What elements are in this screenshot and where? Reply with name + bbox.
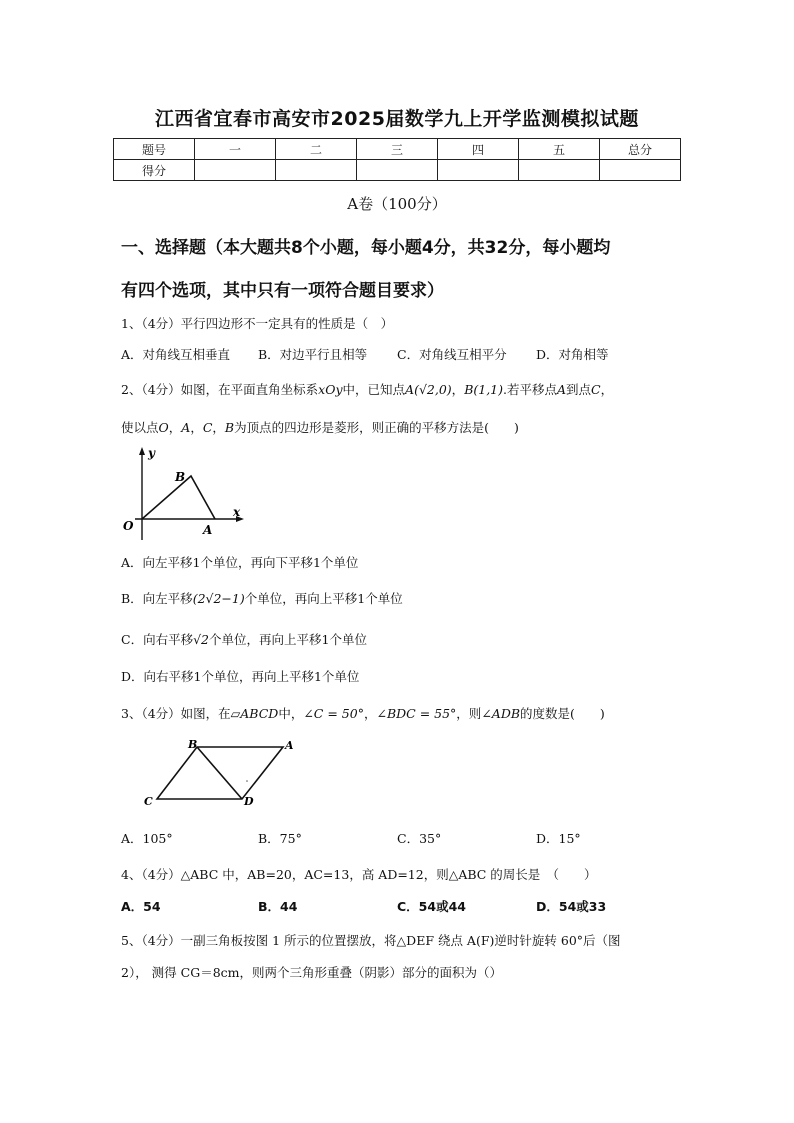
section-heading-line1: 一、选择题（本大题共8个小题，每小题4分，共32分，每小题均 [121,238,611,258]
q2-option-b-expr: (2√2−1) [192,591,245,606]
q2-point-a: A(√2,0) [405,382,452,397]
q2-var-o: O [158,420,169,435]
q3-option-c: C．35° [397,831,442,846]
q2-label-y: y [148,446,155,460]
section-heading-line2: 有四个选项，其中只有一项符合题目要求） [121,281,444,301]
q2-text: ， [451,382,465,397]
q2-stem-line1 [121,380,613,398]
q2-text: ， [190,420,203,435]
score-cell[interactable] [195,160,276,181]
q2-option-c [121,630,367,648]
score-cell[interactable] [519,160,600,181]
q2-stem-line2 [121,418,519,436]
q3-text: 3、（4分）如图，在 [121,706,231,721]
q2-text: ， [168,420,182,435]
q1-option-c: C．对角线互相平分 [397,347,507,362]
q1-option-a: A．对角线互相垂直 [121,347,231,362]
q1-option-b: B．对边平行且相等 [258,347,368,362]
q4-option-c: C．54或44 [397,899,466,914]
q2-text: 到点 [566,382,592,397]
q2-label-b: B [175,470,186,484]
q2-text: .若平移点 [503,382,557,397]
q2-label-a: A [203,523,213,537]
q3-option-b: B．75° [258,831,302,846]
q4-stem: 4、（4分）△ABC 中，AB=20，AC=13，高 AD=12，则△ABC 的周长是 （ ） [121,867,597,882]
q4-option-d: D．54或33 [536,899,607,914]
q4-option-b: B．44 [258,899,298,914]
q3-diagonal-bd [197,747,242,799]
q2-option-c-text: 个单位，再向上平移1个单位 [209,632,367,647]
q2-label-o: O [123,519,134,533]
q2-text: 使以点 [121,420,159,435]
q2-option-c-expr: √2 [193,632,209,647]
q2-text: ， [600,382,614,397]
score-header-cell: 总分 [600,139,681,160]
q3-option-a: A．105° [121,831,173,846]
q2-text: 2、（4分）如图，在平面直角坐标系 [121,382,319,397]
q2-text: 中，已知点 [342,382,406,397]
q2-y-arrow [139,447,145,455]
q3-text: 的度数是( ) [520,706,605,721]
q2-option-b-text: 个单位，再向上平移1个单位 [244,591,403,606]
exam-title: 江西省宜春市高安市2025届数学九上开学监测模拟试题 [155,108,639,130]
q5-stem-line1: 5、（4分）一副三角板按图 1 所示的位置摆放，将△DEF 绕点 A(F)逆时针旋转 60°后（图 [121,933,621,948]
q3-option-d: D．15° [536,831,581,846]
score-cell[interactable] [600,160,681,181]
score-cell[interactable] [357,160,438,181]
score-header-cell: 五 [519,139,600,160]
q2-var-a: A [557,382,567,397]
q3-figure-dot [246,780,248,782]
q1-option-d: D．对角相等 [536,347,609,362]
q5-stem-line2: 2）， 测得 CG＝8cm，则两个三角形重叠（阴影）部分的面积为（） [121,965,503,980]
q2-option-c-text: C．向右平移 [121,632,194,647]
q3-label-b: B [188,738,198,751]
q3-label-c: C [144,795,153,808]
score-table-header-row [114,139,681,160]
score-table-score-row [114,160,681,181]
q2-text: 为顶点的四边形是菱形，则正确的平移方法是( ) [234,420,519,435]
q3-stem [121,704,605,722]
score-header-cell: 题号 [114,139,195,160]
score-header-cell: 二 [276,139,357,160]
score-header-cell: 三 [357,139,438,160]
q2-label-x: x [233,505,241,519]
score-cell[interactable] [276,160,357,181]
q3-parallelogram: ▱ABCD [230,706,279,721]
q3-label-d: D [244,795,254,808]
q2-var-a: A [181,420,191,435]
score-table [113,138,681,181]
score-row-label: 得分 [114,160,195,181]
q2-var-c: C [202,420,213,435]
q3-parallelogram-figure [140,737,300,812]
q2-var-c: C [591,382,601,397]
q2-text: ， [212,420,225,435]
q2-coord-system: xOy [318,382,343,397]
q3-text: 中， [278,706,304,721]
q3-angle-bdc: ∠BDC = 55° [376,706,457,721]
q2-option-a: A．向左平移1个单位，再向下平移1个单位 [121,555,359,570]
q3-text: ，则 [456,706,482,721]
volume-heading: A卷（100分） [347,195,447,213]
q2-option-b [121,589,403,607]
score-header-cell: 一 [195,139,276,160]
q3-label-a: A [285,739,294,752]
score-header-cell: 四 [438,139,519,160]
q2-point-b: B(1,1) [464,382,504,397]
q1-stem: 1、（4分）平行四边形不一定具有的性质是（ ） [121,316,394,331]
q3-angle-adb: ∠ADB [481,706,521,721]
q2-option-b-text: B．向左平移 [121,591,193,606]
q2-option-d: D．向右平移1个单位，再向上平移1个单位 [121,669,360,684]
q4-option-a: A．54 [121,899,161,914]
q3-text: ， [363,706,377,721]
q2-var-b: B [224,420,235,435]
q2-coordinate-figure [115,445,250,545]
score-cell[interactable] [438,160,519,181]
q3-angle-c: ∠C = 50° [303,706,364,721]
